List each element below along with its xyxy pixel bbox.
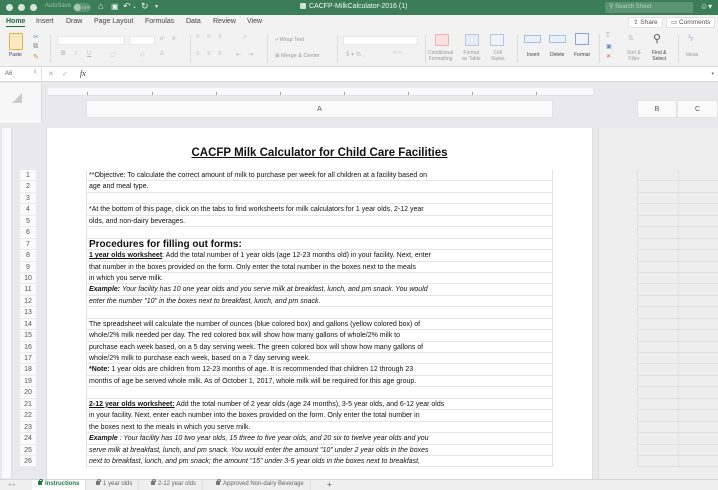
vertical-ruler — [2, 128, 12, 478]
feedback-smiley-icon[interactable]: ☺▾ — [700, 2, 713, 11]
font-name-select[interactable] — [57, 36, 125, 45]
cell-text: whole/2% milk to purchase each week, based on a 7 day serving week. — [89, 355, 311, 362]
tab-draw[interactable]: Draw — [66, 18, 83, 25]
row-header[interactable]: 17 — [20, 353, 36, 364]
instructions-cells — [86, 170, 553, 467]
cell-text: **Objective: To calculate the correct amount of milk to purchase per week for all children at a facility based on — [89, 172, 427, 179]
conditional-formatting-icon[interactable] — [435, 34, 449, 46]
increase-indent-icon[interactable]: ⇥ — [248, 52, 254, 58]
row-header[interactable]: 15 — [20, 330, 36, 341]
fs-label-2: Select — [652, 56, 667, 62]
redo-icon[interactable]: ↻ — [141, 1, 149, 11]
name-box-stepper-icon[interactable]: ⇕ — [32, 69, 37, 75]
conditional-formatting-button[interactable] — [428, 50, 453, 62]
underline-icon[interactable]: U — [87, 51, 92, 57]
cell-styles-icon[interactable] — [490, 34, 504, 46]
cell-a13[interactable] — [87, 307, 552, 318]
search-icon: ⚲ — [609, 4, 616, 10]
sheet-tab-1-year-olds[interactable] — [90, 480, 139, 490]
ideas-button[interactable]: Ideas — [686, 52, 699, 58]
search-sheet-input[interactable] — [605, 2, 693, 13]
sheet-tab-label: 2-12 year olds — [158, 481, 197, 487]
fat-label-2: as Table — [462, 56, 481, 62]
autosave-toggle[interactable]: OFF — [73, 3, 91, 12]
row-header[interactable]: 26 — [20, 456, 36, 467]
merge-center-label: Merge & Center — [281, 53, 320, 59]
name-box[interactable] — [0, 67, 42, 81]
cell-text: the boxes next to the meals in which you serve milk. — [89, 423, 251, 431]
search-placeholder: Search Sheet — [615, 4, 652, 10]
cell-a17[interactable] — [87, 353, 552, 364]
lock-icon — [216, 481, 220, 485]
align-left-icon[interactable]: ≡ — [196, 51, 200, 57]
home-icon[interactable]: ⌂ — [98, 1, 104, 11]
cell-text: *At the bottom of this page, click on the tabs to find worksheets for milk calculators for 1 year olds, 2-12 year — [89, 206, 424, 214]
borders-icon[interactable]: ▢ — [110, 52, 116, 58]
autosave-label: AutoSave — [45, 3, 72, 9]
cell-a9[interactable] — [87, 262, 552, 273]
row-header[interactable]: 10 — [20, 273, 36, 284]
column-header-b[interactable]: B — [637, 100, 677, 118]
row-header[interactable]: 16 — [20, 342, 36, 353]
align-middle-icon[interactable]: ≡ — [207, 34, 211, 40]
insert-cells-icon[interactable] — [524, 35, 541, 43]
sf-label-1: Sort & — [627, 50, 641, 56]
row-header[interactable]: 22 — [20, 410, 36, 421]
document-title: CACFP Milk Calculator for Child Care Facilities — [191, 147, 448, 159]
cell-a11[interactable] — [87, 284, 552, 295]
merge-center-button[interactable] — [275, 53, 320, 59]
cell-a4[interactable] — [87, 204, 552, 215]
sheet-tab-bar — [0, 479, 718, 490]
cell-text: whole/2% milk needed per day. The red colored box will show how many gallons of whole/2% milk to — [89, 332, 401, 340]
tab-home[interactable]: Home — [6, 18, 26, 25]
section-heading: Procedures for filling out forms: — [89, 238, 242, 250]
fill-icon[interactable]: ▣ — [606, 44, 612, 50]
undo-dropdown-icon[interactable]: ⌄ — [132, 4, 138, 10]
cell-a18[interactable] — [87, 364, 552, 375]
zoom-window-button[interactable] — [30, 4, 37, 11]
find-icon[interactable]: ⚲ — [653, 33, 662, 45]
cell-a8[interactable] — [87, 250, 552, 261]
ribbon-tabs — [0, 15, 718, 30]
paste-button[interactable]: Paste — [9, 52, 22, 58]
expand-formula-bar-icon[interactable]: ▾ — [711, 71, 714, 77]
cell-text: Add the total number of 2 year olds (age 24 months), 3-5 year olds, and 6-12 year olds — [174, 400, 445, 408]
document-icon — [300, 3, 306, 9]
comment-icon: ▭ — [671, 19, 679, 26]
cell-text: next to breakfast, lunch, and pm snack; the amount "15" under 3-5 year olds in the boxes next to breakfast, — [89, 457, 421, 465]
cs-label-1: Cell — [493, 50, 503, 56]
cell-a12[interactable] — [87, 296, 552, 307]
row-header[interactable]: 11 — [20, 284, 36, 295]
cell-a21[interactable] — [87, 399, 552, 410]
increase-font-icon[interactable]: A⁺ — [160, 36, 166, 42]
row-header[interactable]: 25 — [20, 445, 36, 456]
insert-button[interactable]: Insert — [527, 52, 540, 58]
find-select-button[interactable] — [652, 50, 666, 62]
cell-text: The spreadsheet will calculate the number of ounces (blue colored box) and gallons (yellow colored box) of — [89, 320, 421, 328]
fat-label-1: Format — [463, 50, 480, 56]
clear-icon[interactable]: ✕ — [606, 54, 612, 60]
name-box-value: A6 — [5, 71, 13, 77]
tab-formulas[interactable]: Formulas — [145, 18, 175, 25]
example-label: Example — [89, 435, 118, 443]
cell-a1[interactable] — [87, 170, 552, 181]
ideas-icon[interactable]: ϟ — [688, 33, 694, 44]
row-headers — [20, 170, 36, 467]
cell-text: in which you serve milk. — [89, 274, 163, 282]
column-header-a[interactable]: A — [86, 100, 553, 118]
delete-cells-icon[interactable] — [549, 35, 566, 43]
confirm-icon[interactable]: ✓ — [62, 71, 68, 78]
cell-a3[interactable] — [87, 193, 552, 204]
align-right-icon[interactable]: ≡ — [218, 51, 222, 57]
sheet-tab-label: Instructions — [45, 481, 80, 487]
cell-text: that number in the boxes provided on the form. Only enter the total number in the boxes next to the meals — [89, 263, 416, 271]
wrap-text-label: Wrap Text — [279, 37, 305, 43]
row-header[interactable]: 24 — [20, 433, 36, 444]
comments-label: Comments — [678, 19, 711, 26]
cell-a6[interactable] — [87, 227, 552, 238]
undo-icon[interactable]: ↶ — [123, 1, 131, 11]
ribbon-toolbar — [0, 30, 718, 67]
align-bottom-icon[interactable]: ≡ — [218, 34, 222, 40]
cell-a19[interactable] — [87, 376, 552, 387]
sort-filter-button[interactable] — [627, 50, 641, 62]
horizontal-ruler — [48, 88, 593, 96]
format-cells-icon[interactable] — [575, 33, 589, 45]
align-center-icon[interactable]: ≡ — [207, 51, 211, 57]
autosum-icon[interactable]: Σ — [606, 32, 611, 39]
row-header[interactable]: 1 — [20, 170, 36, 181]
cell-text: Your facility has 10 one year olds and you serve milk at breakfast, lunch, and pm snack. You would — [120, 286, 428, 294]
columns-bc-grid[interactable] — [637, 170, 718, 467]
orientation-icon[interactable]: ↗ — [242, 35, 248, 41]
decrease-indent-icon[interactable]: ⇤ — [236, 52, 242, 58]
row-header[interactable]: 8 — [20, 250, 36, 261]
note-label: *Note: — [89, 366, 110, 374]
share-button[interactable] — [628, 17, 663, 28]
row-header[interactable]: 2 — [20, 181, 36, 192]
cell-text: months of age be served whole milk. As of October 1, 2017, whole milk will be required for this age group. — [89, 377, 417, 385]
cell-a16[interactable] — [87, 342, 552, 353]
font-color-icon[interactable]: A — [160, 51, 165, 57]
font-size-select[interactable] — [129, 36, 155, 45]
cell-text: serve milk at breakfast, lunch, and pm snack. You would enter the amount "10" under 2 year olds in the boxes — [89, 446, 429, 454]
row-header[interactable]: 23 — [20, 422, 36, 433]
cell-a10[interactable] — [87, 273, 552, 284]
cs-label-2: Styles — [491, 56, 505, 62]
paste-icon[interactable] — [9, 33, 23, 50]
fill-color-icon[interactable]: ◇ — [140, 52, 145, 58]
currency-icon[interactable]: $ ▾ % , — [346, 52, 365, 58]
row-header[interactable]: 21 — [20, 399, 36, 410]
cancel-icon[interactable]: ✕ — [48, 71, 54, 78]
tab-view[interactable]: View — [247, 18, 263, 25]
cell-a25[interactable] — [87, 445, 552, 456]
row-header[interactable]: 5 — [20, 216, 36, 227]
row-header[interactable]: 9 — [20, 262, 36, 273]
cell-a7-heading[interactable] — [87, 239, 552, 250]
tab-review[interactable]: Review — [213, 18, 236, 25]
cell-a24[interactable] — [87, 433, 552, 444]
row-header[interactable]: 6 — [20, 227, 36, 238]
sheet-tab-instructions[interactable] — [32, 480, 86, 490]
format-as-table-button[interactable] — [462, 50, 481, 62]
bold-icon[interactable]: B — [61, 51, 66, 57]
worksheet-label: 2-12 year olds worksheet: — [89, 400, 175, 408]
minimize-window-button[interactable] — [18, 4, 25, 11]
tab-data[interactable]: Data — [186, 18, 201, 25]
cell-text: in your facility. Next, enter each number into the boxes provided on the form. Only enter the total number in — [89, 412, 420, 420]
share-icon: ⇪ — [633, 19, 641, 26]
cell-text: 1 year olds are children from 12-23 months of age. It is recommended that children 12 through 23 — [109, 366, 414, 374]
lock-icon — [96, 481, 100, 485]
row-header[interactable]: 13 — [20, 307, 36, 318]
cell-a20[interactable] — [87, 387, 552, 398]
align-top-icon[interactable]: ≡ — [196, 34, 200, 40]
sort-filter-icon[interactable]: ⇅ — [628, 35, 634, 42]
worksheet-label: 1 year olds worksheet — [89, 252, 163, 260]
cell-a26[interactable] — [87, 456, 552, 467]
number-format-select[interactable] — [343, 36, 418, 45]
format-painter-icon[interactable]: ✎ — [33, 54, 39, 61]
cut-icon[interactable]: ✂ — [33, 34, 39, 41]
cell-text: enter the number "10" in the boxes next to breakfast, lunch, and pm snack. — [89, 297, 321, 305]
cell-a22[interactable] — [87, 410, 552, 421]
row-header[interactable]: 19 — [20, 376, 36, 387]
cell-text: : Your facility has 10 two year olds, 15 three to five year olds, and 20 six to twelve year olds and you — [117, 435, 429, 443]
copy-icon[interactable]: ⧉ — [33, 43, 38, 50]
title-bar — [0, 0, 718, 15]
formula-bar — [0, 67, 718, 82]
italic-icon[interactable]: I — [75, 51, 77, 57]
format-button[interactable]: Format — [574, 52, 590, 58]
format-as-table-icon[interactable] — [465, 34, 479, 46]
window-title — [300, 3, 407, 10]
fs-label-1: Find & — [652, 50, 667, 56]
add-sheet-button[interactable]: + — [327, 480, 332, 489]
row-header[interactable]: 18 — [20, 364, 36, 375]
comments-button[interactable] — [666, 17, 715, 28]
cell-a5[interactable] — [87, 216, 552, 227]
insert-function-icon[interactable]: fx — [80, 69, 86, 78]
sheet-tab-label: 1 year olds — [103, 481, 133, 487]
tab-insert[interactable]: Insert — [36, 18, 54, 25]
cell-a23[interactable] — [87, 422, 552, 433]
row-header[interactable]: 7 — [20, 239, 36, 250]
customize-toolbar-icon[interactable]: ▾ — [155, 4, 159, 10]
cell-text: purchase each week based, on a 5 day serving week. The green colored box will show how many gallons of — [89, 343, 424, 351]
save-icon[interactable]: ▣ — [111, 2, 119, 11]
row-header[interactable]: 20 — [20, 387, 36, 398]
sheet-nav-arrows-icon[interactable]: ◂ ▸ — [8, 482, 16, 488]
row-header[interactable]: 12 — [20, 296, 36, 307]
sheet-tab-non-dairy[interactable] — [210, 480, 311, 490]
decrease-font-icon[interactable]: A⁻ — [172, 36, 178, 42]
merge-icon: ⊞ — [275, 53, 282, 59]
cell-text: age and meal type. — [89, 183, 149, 191]
row-header[interactable]: 3 — [20, 193, 36, 204]
share-label: Share — [640, 19, 658, 26]
close-window-button[interactable] — [6, 4, 13, 11]
cell-a14[interactable] — [87, 319, 552, 330]
delete-button[interactable]: Delete — [550, 52, 565, 58]
wrap-text-button[interactable] — [275, 37, 304, 44]
sheet-tab-2-12-year-olds[interactable] — [145, 480, 203, 490]
cell-text: olds, and non-dairy beverages. — [89, 217, 186, 225]
window-title-text: CACFP-MilkCalculator-2016 (1) — [309, 3, 408, 10]
tab-page-layout[interactable]: Page Layout — [94, 18, 134, 25]
column-header-c[interactable]: C — [677, 100, 718, 118]
example-label: Example: — [89, 286, 121, 294]
lock-icon — [151, 481, 155, 485]
cell-text: : Add the total number of 1 year olds (age 12-23 months old) in your facility. Next, enter — [162, 252, 431, 260]
row-header[interactable]: 4 — [20, 204, 36, 215]
decimal-icons[interactable]: ⁰⁰ ⁰⁰ — [393, 51, 403, 57]
cell-a2[interactable] — [87, 181, 552, 192]
select-all-corner[interactable] — [0, 83, 42, 123]
wrap-text-icon: ⤶ — [275, 37, 280, 43]
lock-icon — [38, 481, 42, 485]
row-header[interactable]: 14 — [20, 319, 36, 330]
cell-a15[interactable] — [87, 330, 552, 341]
sf-label-2: Filter — [628, 56, 640, 62]
cf-label-2: Formatting — [428, 56, 453, 62]
sheet-tab-label: Approved Non-dairy Beverage — [223, 481, 304, 487]
cf-label-1: Conditional — [428, 50, 454, 56]
cell-styles-button[interactable] — [491, 50, 505, 62]
